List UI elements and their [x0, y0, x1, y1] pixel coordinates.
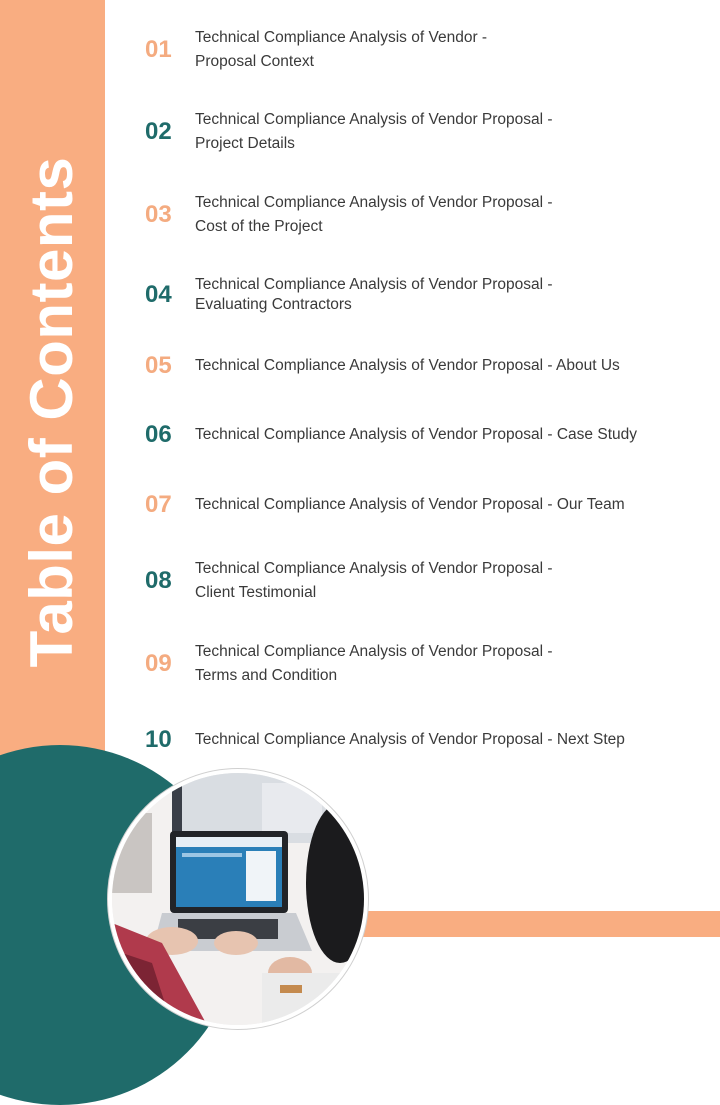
toc-text: Technical Compliance Analysis of Vendor Proposal - About Us — [195, 357, 620, 374]
toc-text: Technical Compliance Analysis of Vendor Proposal - Client Testimonial — [195, 560, 553, 601]
toc-text: Technical Compliance Analysis of Vendor Proposal - Evaluating Contractors — [195, 276, 553, 313]
toc-item-05[interactable] — [145, 354, 685, 378]
toc-item-09[interactable] — [145, 644, 685, 684]
toc-number: 04 — [145, 281, 172, 308]
toc-item-08[interactable] — [145, 561, 685, 601]
toc-item-04[interactable] — [145, 275, 685, 315]
laptop-photo — [112, 773, 364, 1025]
toc-number: 10 — [145, 726, 172, 753]
toc-item-10[interactable] — [145, 728, 685, 752]
toc-number: 09 — [145, 650, 172, 677]
toc-number: 07 — [145, 491, 172, 518]
person-typing-on-laptop-photo-icon — [112, 773, 364, 1025]
toc-item-06[interactable] — [145, 423, 685, 447]
toc-item-02[interactable] — [145, 112, 685, 152]
toc-item-03[interactable] — [145, 195, 685, 235]
toc-number: 02 — [145, 118, 172, 145]
toc-number: 03 — [145, 201, 172, 228]
page-title: Table of Contents — [18, 156, 85, 668]
toc-text: Technical Compliance Analysis of Vendor - Proposal Context — [195, 29, 488, 70]
toc-text: Technical Compliance Analysis of Vendor Proposal - Next Step — [195, 731, 625, 748]
toc-item-01[interactable] — [145, 30, 685, 70]
toc-number: 01 — [145, 36, 172, 63]
toc-text: Technical Compliance Analysis of Vendor Proposal - Cost of the Project — [195, 194, 553, 235]
toc-text: Technical Compliance Analysis of Vendor Proposal - Terms and Condition — [195, 643, 553, 684]
toc-number: 08 — [145, 567, 172, 594]
toc-item-07[interactable] — [145, 493, 685, 517]
toc-text: Technical Compliance Analysis of Vendor Proposal - Project Details — [195, 111, 553, 152]
toc-number: 05 — [145, 352, 172, 379]
toc-number: 06 — [145, 421, 172, 448]
toc-text: Technical Compliance Analysis of Vendor Proposal - Case Study — [195, 426, 637, 443]
toc-text: Technical Compliance Analysis of Vendor Proposal - Our Team — [195, 496, 625, 513]
